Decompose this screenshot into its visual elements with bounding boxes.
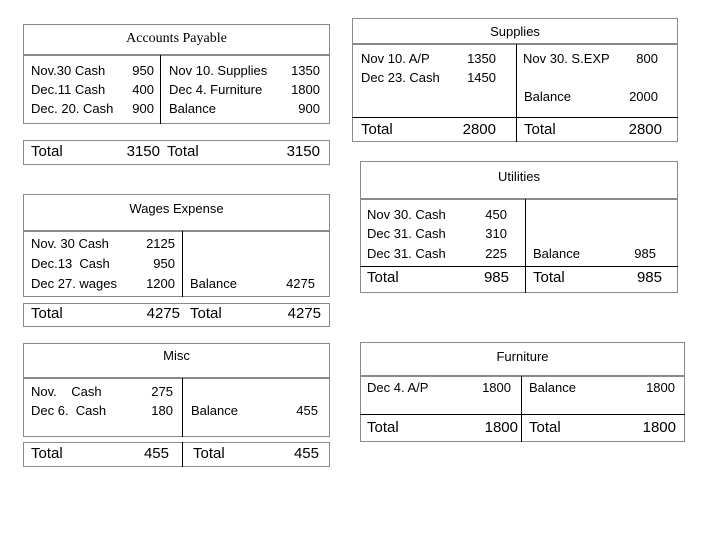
ap-credit-2: Dec 4. Furniture <box>169 82 263 97</box>
utilities-debit-3: Dec 31. Cash <box>367 246 446 261</box>
furniture-debit-amount: 1800 <box>482 380 511 395</box>
misc-total-right: 455 <box>293 445 319 462</box>
ap-total-left: 3150 <box>126 143 160 160</box>
misc-debit-amount-2: 180 <box>151 403 173 418</box>
supplies-total-label-right: Total <box>524 121 556 138</box>
supplies-debit-amount-2: 1450 <box>467 70 496 85</box>
wages-total-right: 4275 <box>287 305 321 322</box>
accounts-payable-divider <box>160 55 161 124</box>
misc-total-label-right: Total <box>193 445 225 462</box>
utilities-total-left: 985 <box>483 269 509 286</box>
utilities-debit-1: Nov 30. Cash <box>367 207 446 222</box>
supplies-divider <box>516 44 517 142</box>
wages-total-left: 4275 <box>146 305 180 322</box>
wages-debit-3: Dec 27. wages <box>31 276 117 291</box>
misc-divider <box>182 378 183 437</box>
wages-debit-amount-2: 950 <box>153 256 175 271</box>
supplies-header-box <box>352 18 678 44</box>
ap-total-right: 3150 <box>286 143 320 160</box>
misc-debit-amount-1: 275 <box>151 384 173 399</box>
supplies-credit-label: Nov 30. S.EXP <box>523 51 610 66</box>
wages-balance-amount: 4275 <box>286 276 315 291</box>
utilities-total-label-left: Total <box>367 269 399 286</box>
supplies-credit-amount: 800 <box>636 51 658 66</box>
wages-title: Wages Expense <box>129 201 224 216</box>
misc-header-box <box>23 343 330 378</box>
supplies-total-right: 2800 <box>628 121 662 138</box>
wages-divider <box>182 231 183 297</box>
misc-debit-2: Dec 6. Cash <box>31 403 107 418</box>
supplies-title: Supplies <box>490 24 540 39</box>
misc-balance-label: Balance <box>191 403 238 418</box>
misc-balance-amount: 455 <box>296 403 318 418</box>
utilities-total-right: 985 <box>636 269 662 286</box>
utilities-debit-amount-3: 225 <box>485 246 507 261</box>
utilities-total-rule <box>360 266 678 267</box>
furniture-divider <box>521 376 522 442</box>
ap-total-label-right: Total <box>167 143 199 160</box>
misc-total-label-left: Total <box>31 445 63 462</box>
ap-credit-3: Balance <box>169 101 216 116</box>
wages-total-label-left: Total <box>31 305 63 322</box>
supplies-debit-1: Nov 10. A/P <box>361 51 430 66</box>
ap-credit-1: Nov 10. Supplies <box>169 63 268 78</box>
ap-debit-amount-3: 900 <box>132 101 154 116</box>
wages-debit-amount-1: 2125 <box>146 236 175 251</box>
wages-debit-2: Dec.13 Cash <box>31 256 110 271</box>
supplies-debit-2: Dec 23. Cash <box>361 70 440 85</box>
furniture-balance-amount: 1800 <box>646 380 675 395</box>
ap-credit-amount-2: 1800 <box>291 82 320 97</box>
supplies-total-left: 2800 <box>462 121 496 138</box>
furniture-total-right: 1800 <box>642 419 676 436</box>
supplies-debit-amount-1: 1350 <box>467 51 496 66</box>
utilities-debit-amount-1: 450 <box>485 207 507 222</box>
furniture-total-label-left: Total <box>367 419 399 436</box>
wages-debit-amount-3: 1200 <box>146 276 175 291</box>
utilities-debit-2: Dec 31. Cash <box>367 226 446 241</box>
ap-credit-amount-3: 900 <box>298 101 320 116</box>
ap-debit-amount-2: 400 <box>132 82 154 97</box>
furniture-debit: Dec 4. A/P <box>367 380 429 395</box>
misc-total-left: 455 <box>143 445 169 462</box>
ap-debit-amount-1: 950 <box>132 63 154 78</box>
misc-title: Misc <box>163 348 190 363</box>
wages-debit-1: Nov. 30 Cash <box>31 236 109 251</box>
ap-credit-amount-1: 1350 <box>291 63 320 78</box>
furniture-title: Furniture <box>496 349 549 364</box>
misc-debit-1: Nov. Cash <box>31 384 102 399</box>
utilities-debit-amount-2: 310 <box>485 226 507 241</box>
ap-debit-1: Nov.30 Cash <box>31 63 106 78</box>
wages-header-box <box>23 194 330 231</box>
supplies-balance-label: Balance <box>524 89 571 104</box>
misc-total-divider <box>182 442 183 467</box>
supplies-balance-amount: 2000 <box>629 89 658 104</box>
utilities-balance-amount: 985 <box>634 246 656 261</box>
utilities-header-box <box>360 161 678 199</box>
wages-balance-label: Balance <box>190 276 237 291</box>
supplies-total-label-left: Total <box>361 121 393 138</box>
utilities-balance-label: Balance <box>533 246 580 261</box>
ap-debit-3: Dec. 20. Cash <box>31 101 114 116</box>
ap-total-label-left: Total <box>31 143 63 160</box>
accounts-payable-header-box <box>23 24 330 55</box>
accounts-payable-title: Accounts Payable <box>126 31 227 46</box>
utilities-divider <box>525 199 526 293</box>
utilities-total-label-right: Total <box>533 269 565 286</box>
wages-total-label-right: Total <box>190 305 222 322</box>
furniture-total-label-right: Total <box>529 419 561 436</box>
furniture-balance-label: Balance <box>529 380 576 395</box>
furniture-total-rule <box>360 414 685 415</box>
supplies-total-rule <box>352 117 678 118</box>
ap-debit-2: Dec.11 Cash <box>31 82 106 97</box>
utilities-title: Utilities <box>498 169 540 184</box>
furniture-header-box <box>360 342 685 376</box>
furniture-total-left: 1800 <box>484 419 518 436</box>
